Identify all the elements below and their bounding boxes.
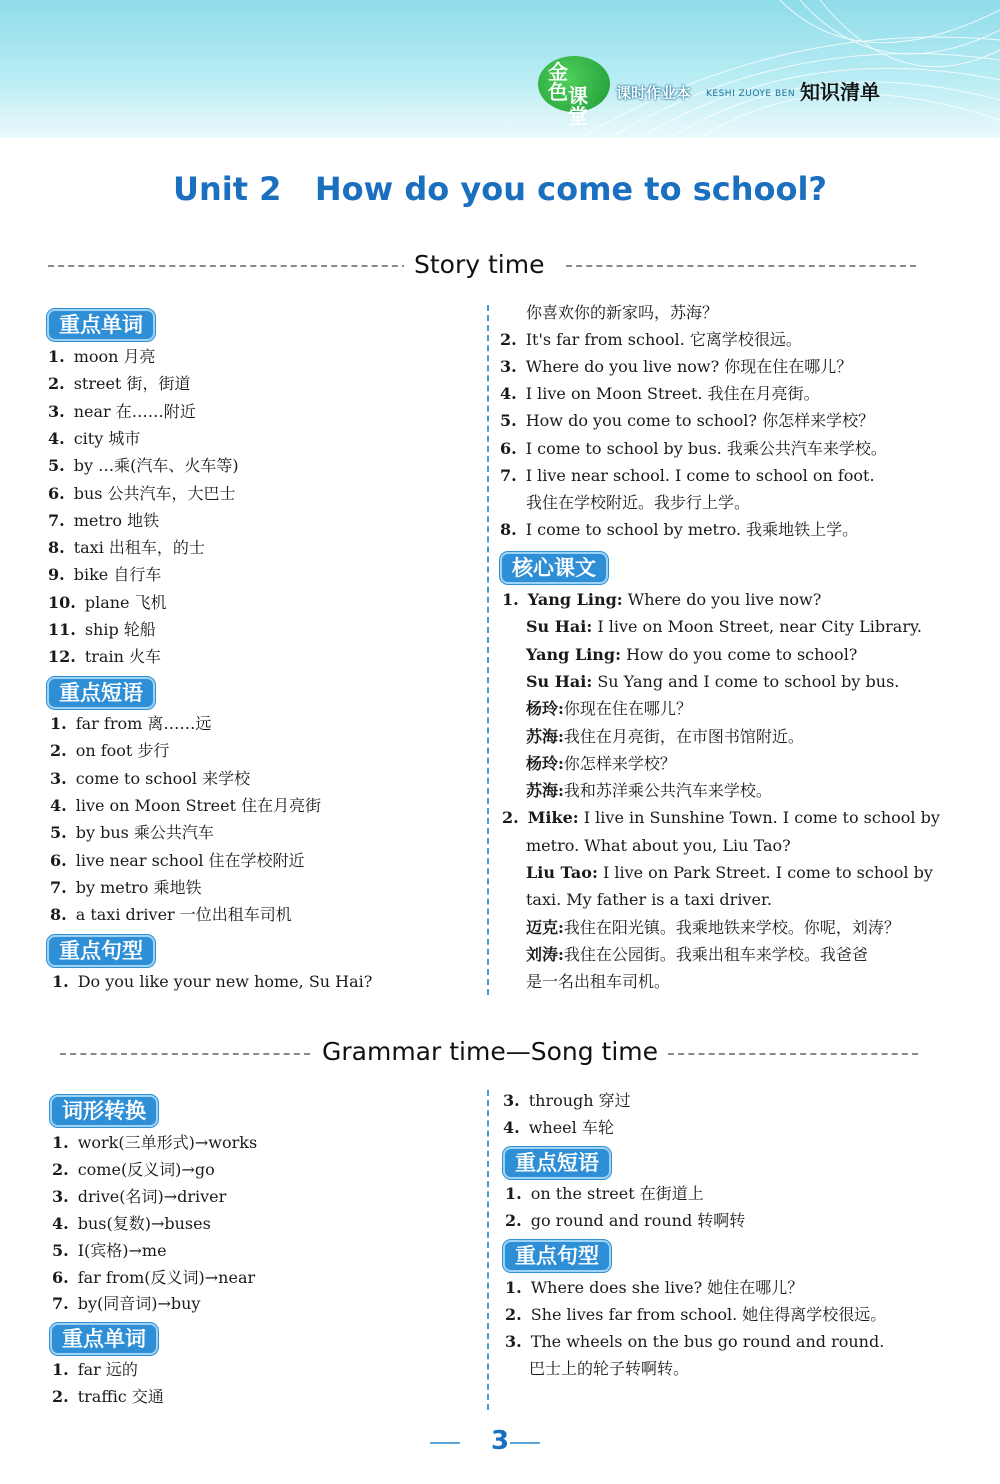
item-text: Where do you live now? (622, 590, 822, 609)
speaker-name: Liu Tao: (526, 863, 598, 882)
item-text: on the street 在街道上 (530, 1184, 704, 1203)
item-number: 8. (500, 519, 517, 539)
item-text: How do you come to school? (621, 644, 858, 664)
item-text: 是一名出租车司机。 (526, 972, 671, 992)
item-text: Do you like your new home, Su Hai? (77, 972, 373, 991)
list-item (505, 1184, 704, 1204)
item-text: by metro 乘地铁 (75, 877, 202, 897)
item-text: near 在……附近 (73, 401, 196, 421)
list-item (526, 945, 868, 965)
item-number: 1. (52, 1360, 69, 1379)
item-text: drive(名词)→driver (77, 1186, 227, 1206)
item-text: on foot 步行 (75, 741, 170, 761)
item-number: 2. (52, 1387, 69, 1406)
item-number: 9. (48, 565, 65, 585)
list-item (52, 1360, 138, 1380)
list-item (502, 808, 940, 828)
list-item (526, 836, 791, 856)
list-item (500, 439, 887, 459)
item-text: live near school 住在学校附近 (75, 850, 305, 870)
item-text: I live on Moon Street, near City Library. (592, 617, 922, 637)
tag-key-words-2: 重点单词 (50, 1323, 158, 1355)
item-text: I live on Moon Street. 我住在月亮街。 (525, 384, 820, 404)
item-number: 4. (503, 1118, 520, 1137)
item-number: 2. (500, 330, 517, 350)
list-item (505, 1211, 745, 1231)
list-item (526, 754, 676, 774)
column-divider-bottom (487, 1090, 489, 1410)
item-text: wheel 车轮 (528, 1118, 614, 1137)
tag-key-phrases-2: 重点短语 (503, 1147, 611, 1179)
tag-key-phrases: 重点短语 (47, 677, 155, 709)
page-number: 3 (490, 1426, 510, 1456)
item-text: 我住在公园街。我乘出租车来学校。我爸爸 (563, 944, 868, 964)
speaker-name: Su Hai: (526, 617, 593, 637)
item-text: taxi 出租车，的士 (73, 538, 205, 558)
section-divider-right-2 (668, 1053, 918, 1055)
list-item (502, 590, 821, 610)
item-text: I live on Park Street. I come to school by (597, 863, 933, 882)
item-number: 10. (48, 592, 76, 612)
speaker-name: 刘涛: (526, 944, 564, 964)
item-text: traffic 交通 (77, 1387, 164, 1406)
list-item (526, 672, 899, 692)
item-text: 你喜欢你的新家吗，苏海？ (526, 303, 719, 322)
list-item (500, 384, 820, 404)
speaker-name: Su Hai: (526, 671, 593, 691)
list-item (52, 972, 372, 992)
list-item (50, 905, 292, 925)
item-number: 6. (52, 1267, 69, 1287)
item-number: 1. (505, 1184, 522, 1203)
section-divider-left (48, 265, 408, 267)
item-number: 2. (48, 374, 65, 394)
item-text: ship 轮船 (84, 620, 156, 639)
list-item (503, 1091, 631, 1111)
page-number-rule-left (430, 1442, 460, 1444)
list-item (505, 1278, 803, 1298)
list-item (52, 1214, 211, 1234)
list-item (52, 1268, 255, 1288)
list-item (526, 972, 670, 992)
item-text: come to school 来学校 (75, 768, 251, 788)
list-item (48, 565, 161, 585)
speaker-name: Yang Ling: (527, 590, 623, 609)
tag-word-forms: 词形转换 (50, 1095, 158, 1127)
list-item (500, 411, 874, 431)
item-number: 2. (50, 741, 67, 761)
item-text: moon 月亮 (73, 347, 156, 366)
section-divider-right (566, 265, 916, 267)
item-number: 6. (48, 483, 65, 503)
item-number: 3. (52, 1186, 69, 1206)
item-text: work(三单形式)→works (77, 1133, 258, 1152)
item-number: 3. (48, 401, 65, 421)
speaker-name: Yang Ling: (526, 644, 621, 664)
brand-pinyin: KESHI ZUOYE BEN (706, 89, 796, 99)
item-number: 2. (505, 1305, 522, 1324)
list-item (526, 617, 922, 637)
list-item (48, 484, 236, 504)
item-number: 8. (48, 538, 65, 558)
item-number: 3. (505, 1332, 522, 1351)
item-text: far from(反义词)→near (77, 1267, 256, 1287)
item-text: 巴士上的轮子转啊转。 (529, 1359, 690, 1378)
list-item (526, 781, 772, 801)
tag-key-sentences-2: 重点句型 (503, 1240, 611, 1272)
item-number: 5. (50, 823, 67, 843)
list-item (52, 1133, 257, 1153)
speaker-name: 苏海: (526, 726, 564, 746)
section-title-grammar: Grammar time—Song time (312, 1037, 668, 1066)
item-number: 3. (500, 357, 517, 377)
item-text: Su Yang and I come to school by bus. (592, 671, 900, 691)
item-text: come(反义词)→go (77, 1159, 215, 1179)
list-item (52, 1294, 200, 1314)
list-item (50, 823, 214, 843)
list-item (526, 303, 718, 323)
item-text: Where does she live? 她住在哪儿？ (530, 1278, 804, 1297)
item-text: street 街，街道 (73, 374, 191, 394)
list-item (48, 647, 161, 667)
list-item (50, 851, 305, 871)
list-item (500, 466, 875, 486)
item-text: I(宾格)→me (77, 1240, 167, 1260)
list-item (505, 1332, 884, 1352)
item-text: I come to school by bus. 我乘公共汽车来学校。 (525, 438, 887, 458)
list-item (505, 1305, 886, 1325)
page-title: Unit 2 How do you come to school? (173, 170, 827, 208)
list-item (50, 796, 321, 816)
list-item (52, 1187, 226, 1207)
item-text: taxi. My father is a taxi driver. (526, 890, 772, 910)
header-band (0, 0, 1000, 138)
header-label: 知识清单 (800, 80, 880, 104)
item-text: 你现在住在哪儿？ (563, 699, 692, 719)
tag-core-text: 核心课文 (500, 552, 608, 584)
item-text: 我住在月亮街，在市图书馆附近。 (563, 726, 804, 746)
item-number: 1. (505, 1278, 522, 1297)
item-number: 7. (48, 510, 65, 530)
list-item (52, 1241, 167, 1261)
item-number: 5. (500, 411, 517, 431)
item-number: 2. (505, 1211, 522, 1230)
tag-key-sentences: 重点句型 (47, 935, 155, 967)
item-text: 你怎样来学校？ (563, 753, 676, 773)
item-text: far from 离……远 (75, 714, 212, 733)
list-item (529, 1359, 689, 1379)
item-text: by(同音词)→buy (77, 1294, 201, 1314)
tag-key-words: 重点单词 (47, 309, 155, 341)
list-item (526, 699, 692, 719)
list-item (526, 918, 900, 938)
item-number: 3. (503, 1091, 520, 1110)
item-text: a taxi driver 一位出租车司机 (75, 905, 292, 925)
item-number: 7. (52, 1294, 69, 1314)
item-number: 1. (50, 714, 67, 733)
speaker-name: 杨玲: (526, 699, 564, 719)
item-number: 3. (50, 768, 67, 788)
item-text: bus 公共汽车，大巴士 (73, 483, 236, 503)
decorative-lines-icon (580, 0, 1000, 138)
item-text: city 城市 (73, 428, 141, 448)
speaker-name: 苏海: (526, 781, 564, 801)
item-number: 4. (500, 384, 517, 404)
speaker-name: 迈克: (526, 917, 564, 937)
brand-bottom-text: 课堂 (568, 84, 588, 128)
item-number: 7. (50, 877, 67, 897)
item-text: I live in Sunshine Town. I come to school by (578, 808, 940, 828)
item-number: 11. (48, 620, 76, 639)
list-item (52, 1387, 164, 1407)
item-text: by …乘(汽车、火车等) (73, 456, 239, 476)
list-item (48, 429, 140, 449)
item-text: go round and round 转啊转 (530, 1211, 746, 1230)
brand-top-text: 金色 (548, 60, 568, 104)
item-number: 5. (48, 456, 65, 476)
list-item (48, 347, 156, 367)
list-item (48, 538, 205, 558)
item-text: It's far from school. 它离学校很远。 (525, 330, 802, 350)
list-item (526, 493, 750, 513)
item-number: 4. (50, 795, 67, 815)
item-text: The wheels on the bus go round and round. (530, 1332, 885, 1351)
item-text: bus(复数)→buses (77, 1213, 211, 1233)
list-item (500, 330, 802, 350)
item-number: 1. (502, 590, 519, 609)
item-text: 我住在学校附近。我步行上学。 (526, 492, 751, 512)
section-divider-left-2 (60, 1053, 310, 1055)
list-item (48, 402, 196, 422)
item-text: bike 自行车 (73, 565, 162, 585)
item-number: 12. (48, 647, 76, 667)
list-item (48, 511, 159, 531)
list-item (48, 456, 239, 476)
item-number: 1. (52, 1133, 69, 1152)
list-item (500, 357, 852, 377)
item-text: train 火车 (84, 647, 161, 667)
item-text: 我和苏洋乘公共汽车来学校。 (563, 781, 772, 801)
list-item (503, 1118, 614, 1138)
item-number: 1. (52, 972, 69, 991)
column-divider-top (487, 305, 489, 995)
item-number: 6. (50, 850, 67, 870)
item-number: 4. (48, 428, 65, 448)
brand-subtitle: 课时作业本 (616, 84, 692, 102)
list-item (500, 520, 858, 540)
item-text: Where do you live now? 你现在住在哪儿？ (525, 357, 853, 377)
item-text: How do you come to school? 你怎样来学校？ (525, 411, 875, 431)
speaker-name: Mike: (527, 808, 579, 828)
item-number: 5. (52, 1240, 69, 1260)
list-item (526, 863, 933, 883)
list-item (52, 1160, 215, 1180)
item-number: 8. (50, 905, 67, 925)
list-item (48, 620, 156, 640)
list-item (526, 727, 804, 747)
list-item (50, 714, 211, 734)
item-text: metro 地铁 (73, 510, 160, 530)
item-text: metro. What about you, Liu Tao? (526, 835, 791, 855)
item-text: through 穿过 (528, 1091, 631, 1110)
item-number: 2. (502, 808, 519, 828)
item-text: live on Moon Street 住在月亮街 (75, 795, 322, 815)
speaker-name: 杨玲: (526, 753, 564, 773)
list-item (48, 374, 190, 394)
section-title-story: Story time (404, 250, 554, 279)
item-text: plane 飞机 (84, 592, 167, 612)
item-number: 2. (52, 1159, 69, 1179)
item-text: She lives far from school. 她住得离学校很远。 (530, 1305, 887, 1324)
list-item (50, 769, 250, 789)
item-text: far 远的 (77, 1360, 138, 1379)
item-number: 4. (52, 1213, 69, 1233)
list-item (526, 645, 857, 665)
item-text: by bus 乘公共汽车 (75, 823, 214, 843)
list-item (50, 878, 202, 898)
list-item (526, 890, 772, 910)
list-item (48, 593, 167, 613)
item-number: 7. (500, 465, 517, 485)
page-number-rule-right (510, 1442, 540, 1444)
item-text: I live near school. I come to school on foot. (525, 465, 875, 485)
item-number: 6. (500, 438, 517, 458)
item-number: 1. (48, 347, 65, 366)
item-text: 我住在阳光镇。我乘地铁来学校。你呢，刘涛？ (563, 917, 900, 937)
item-text: I come to school by metro. 我乘地铁上学。 (525, 519, 859, 539)
list-item (50, 741, 169, 761)
